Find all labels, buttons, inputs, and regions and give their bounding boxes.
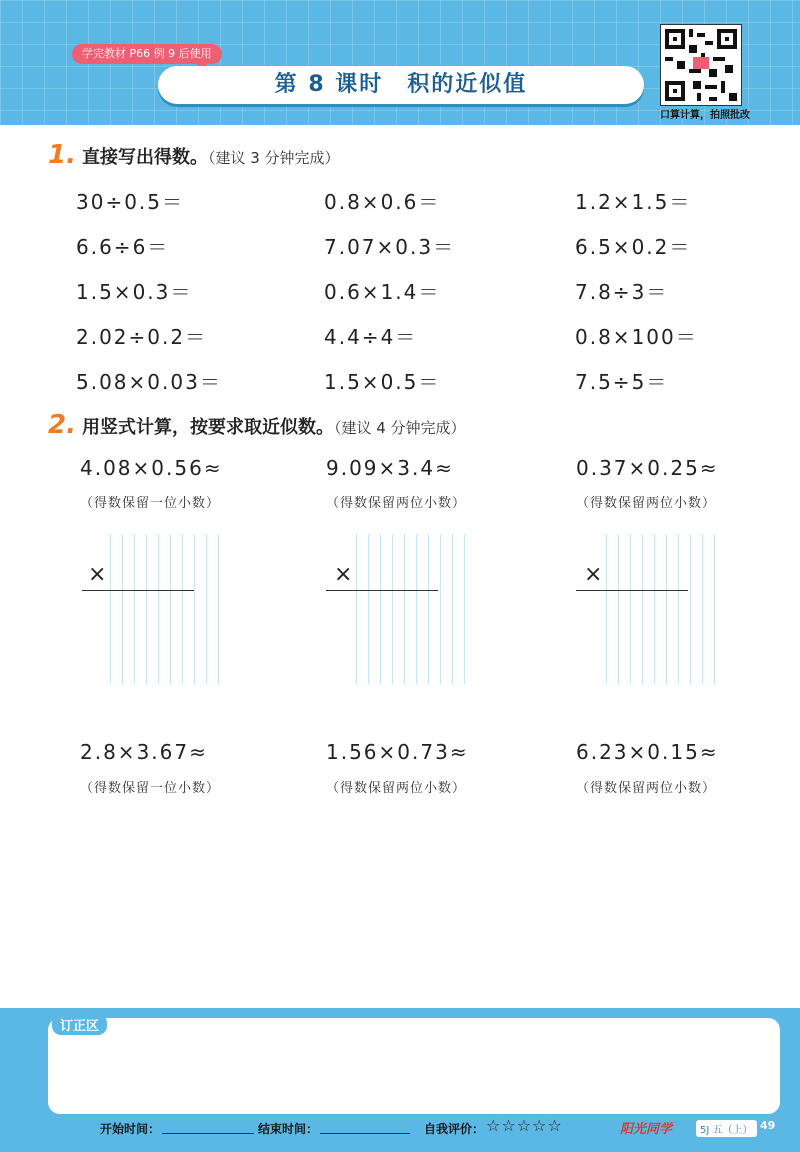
oral-problem: 7.5÷5＝ [575, 370, 669, 394]
oral-problem: 0.8×0.6＝ [324, 190, 441, 214]
rating-stars-icon[interactable]: ☆☆☆☆☆ [486, 1116, 563, 1135]
grade-badge: 5J 五（上） [696, 1120, 757, 1137]
vertical-problem: 9.09×3.4≈ [326, 456, 454, 480]
oral-problem: 1.5×0.3＝ [76, 280, 193, 304]
vertical-problem: 6.23×0.15≈ [576, 740, 719, 764]
section-2-title [48, 410, 466, 440]
oral-problem: 0.6×1.4＝ [324, 280, 441, 304]
section-1-title [48, 140, 340, 170]
rounding-note: （得数保留两位小数） [326, 781, 467, 796]
oral-problem: 6.5×0.2＝ [575, 235, 692, 259]
section-2-hint: （建议 4 分钟完成） [333, 419, 466, 437]
start-time-label: 开始时间： [100, 1122, 161, 1136]
brand-logo: 阳光同学 [620, 1122, 673, 1137]
correction-area[interactable] [48, 1018, 780, 1114]
section-2-number: 2. [48, 410, 76, 440]
usage-tag: 学完教材 P66 例 9 后使用 [72, 44, 222, 64]
section-1-text: 直接写出得数。 [81, 147, 208, 168]
start-time-blank[interactable] [162, 1133, 254, 1134]
vertical-calc-line [326, 590, 438, 591]
vertical-calc-line [576, 590, 688, 591]
correction-label: 订正区 [52, 1014, 107, 1035]
section-1-hint: （建议 3 分钟完成） [207, 149, 340, 167]
oral-problem: 1.5×0.5＝ [324, 370, 441, 394]
oral-problem: 30÷0.5＝ [76, 190, 185, 214]
oral-problem: 1.2×1.5＝ [575, 190, 692, 214]
vertical-problem: 1.56×0.73≈ [326, 740, 469, 764]
vertical-problem: 4.08×0.56≈ [80, 456, 223, 480]
section-1-number: 1. [48, 140, 76, 170]
oral-problem: 2.02÷0.2＝ [76, 325, 208, 349]
vertical-calc-line [82, 590, 194, 591]
qr-caption: 口算计算，拍照批改 [660, 110, 750, 121]
multiply-sign: × [334, 562, 353, 587]
multiply-sign: × [88, 562, 107, 587]
vertical-problem: 0.37×0.25≈ [576, 456, 719, 480]
oral-problem: 7.8÷3＝ [575, 280, 669, 304]
oral-problem: 4.4÷4＝ [324, 325, 418, 349]
page-title: 第 8 课时 积的近似值 [158, 66, 644, 104]
qr-code-icon[interactable] [660, 24, 742, 106]
oral-problem: 5.08×0.03＝ [76, 370, 222, 394]
rounding-note: （得数保留两位小数） [326, 496, 467, 511]
work-area[interactable] [356, 534, 476, 684]
work-area[interactable] [110, 534, 230, 684]
rounding-note: （得数保留一位小数） [80, 496, 221, 511]
multiply-sign: × [584, 562, 603, 587]
end-time-blank[interactable] [320, 1133, 410, 1134]
rounding-note: （得数保留两位小数） [576, 781, 717, 796]
self-eval-label: 自我评价： [424, 1122, 485, 1136]
section-2-text: 用竖式计算，按要求取近似数。 [81, 417, 334, 438]
rounding-note: （得数保留一位小数） [80, 781, 221, 796]
rounding-note: （得数保留两位小数） [576, 496, 717, 511]
end-time-label: 结束时间： [258, 1122, 319, 1136]
oral-problem: 7.07×0.3＝ [324, 235, 456, 259]
page-number: 49 [760, 1119, 776, 1132]
oral-problem: 6.6÷6＝ [76, 235, 170, 259]
oral-problem: 0.8×100＝ [575, 325, 698, 349]
work-area[interactable] [606, 534, 726, 684]
vertical-problem: 2.8×3.67≈ [80, 740, 208, 764]
